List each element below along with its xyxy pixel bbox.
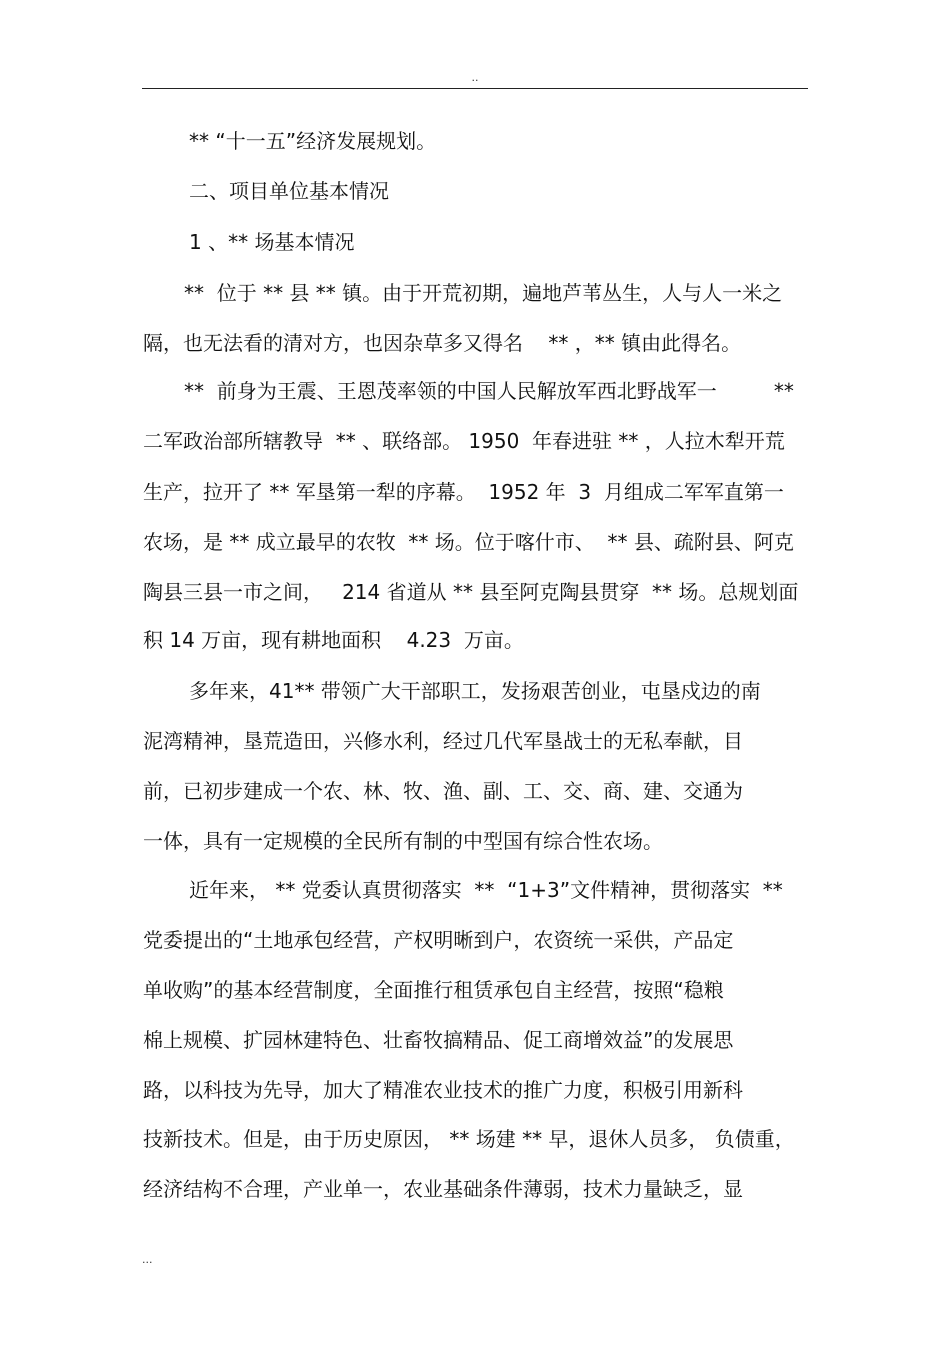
text-line-10: 陶县三县一市之间， 214 省道从 ** 县至阿克陶县贯穿 ** 场。总规划面 [143, 580, 799, 604]
text-line-21: 技新技术。但是，由于历史原因， ** 场建 ** 早，退休人员多， 负债重， [143, 1127, 795, 1151]
text-line-19: 棉上规模、扩园林建特色、壮畜牧搞精品、促工商增效益”的发展思 [143, 1028, 734, 1052]
text-line-16: 近年来， ** 党委认真贯彻落实 ** “1+3”文件精神，贯彻落实 ** [189, 878, 783, 902]
text-line-20: 路，以科技为先导，加大了精准农业技术的推广力度，积极引用新科 [143, 1078, 743, 1102]
footer-mark: ... [142, 1253, 153, 1266]
text-line-22: 经济结构不合理，产业单一，农业基础条件薄弱，技术力量缺乏，显 [143, 1177, 743, 1201]
text-line-5: 隔，也无法看的清对方，也因杂草多又得名 ** ，** 镇由此得名。 [143, 331, 742, 355]
header-mark: .. [471, 71, 479, 84]
text-line-15: 一体，具有一定规模的全民所有制的中型国有综合性农场。 [143, 829, 663, 853]
text-line-8: 生产，拉开了 ** 军垦第一犁的序幕。 1952 年 3 月组成二军军直第一 [143, 480, 784, 504]
text-line-7: 二军政治部所辖教导 ** 、联络部。 1950 年春进驻 ** ，人拉木犁开荒 [143, 429, 785, 453]
text-line-13: 泥湾精神，垦荒造田，兴修水利，经过几代军垦战士的无私奉献，目 [143, 729, 743, 753]
text-line-6: ** 前身为王震、王恩茂率领的中国人民解放军西北野战军一 ** [184, 379, 794, 403]
header-divider [142, 88, 808, 89]
section-heading: 二、项目单位基本情况 [189, 179, 389, 203]
subsection-heading: 1 、** 场基本情况 [189, 230, 355, 254]
text-line-11: 积 14 万亩，现有耕地面积 4.23 万亩。 [143, 628, 524, 652]
text-line-17: 党委提出的“土地承包经营，产权明晰到户，农资统一采供，产品定 [143, 928, 734, 952]
text-line-4: ** 位于 ** 县 ** 镇。由于开荒初期，遍地芦苇丛生，人与人一米之 [184, 281, 783, 305]
text-line-12: 多年来，41** 带领广大干部职工，发扬艰苦创业，屯垦戍边的南 [189, 679, 761, 703]
text-line-18: 单收购”的基本经营制度，全面推行租赁承包自主经营，按照“稳粮 [143, 978, 724, 1002]
text-line-1: ** “十一五”经济发展规划。 [189, 129, 437, 153]
text-line-9: 农场，是 ** 成立最早的农牧 ** 场。位于喀什市、 ** 县、疏附县、阿克 [143, 530, 794, 554]
text-line-14: 前，已初步建成一个农、林、牧、渔、副、工、交、商、建、交通为 [143, 779, 743, 803]
